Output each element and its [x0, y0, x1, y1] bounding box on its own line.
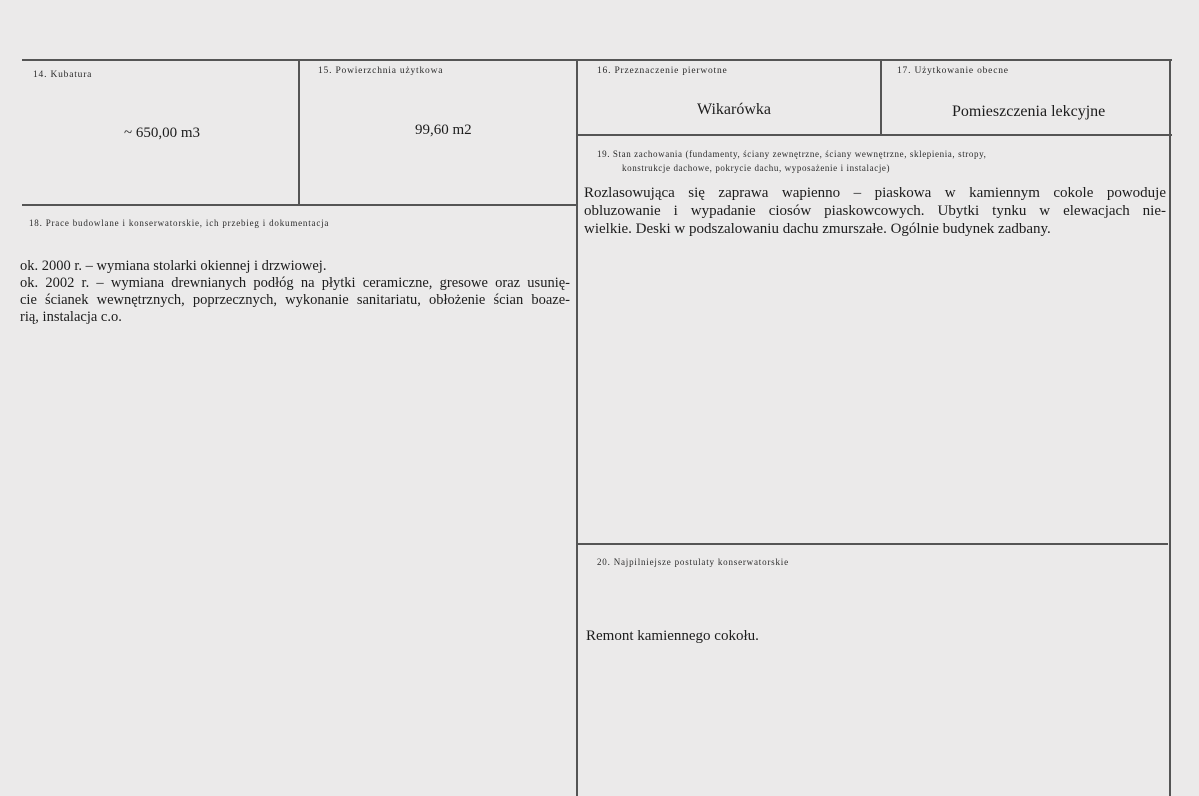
field-16-label: 16. Przeznaczenie pierwotne [597, 66, 728, 76]
divider-16-17 [880, 59, 882, 135]
rule-under-16-17 [578, 134, 1172, 136]
field-14-value: ~ 650,00 m3 [124, 125, 201, 141]
right-border [1169, 59, 1171, 796]
field-16-value: Wikarówka [697, 101, 771, 118]
field-18-line: ok. 2002 r. – wymiana drewnianych podłóg na płytki ceramiczne, gresowe oraz usunię- [20, 275, 570, 291]
rule-above-20 [578, 543, 1168, 545]
field-19-label-cont: konstrukcje dachowe, pokrycie dachu, wyposażenie i instalacje) [622, 163, 891, 173]
top-rule [22, 59, 1172, 61]
field-19-label: 19. Stan zachowania (fundamenty, ściany zewnętrzne, ściany wewnętrzne, sklepienia, stropy, [597, 149, 987, 159]
field-18-line: rią, instalacja c.o. [20, 309, 122, 325]
field-18-text [20, 258, 570, 326]
field-14-label: 14. Kubatura [33, 70, 93, 80]
field-20-value: Remont kamiennego cokołu. [586, 628, 759, 644]
field-15-value: 99,60 m2 [415, 122, 472, 138]
field-15-label: 15. Powierzchnia użytkowa [318, 66, 444, 76]
field-19-line: wielkie. Deski w podszalowaniu dachu zmurszałe. Ogólnie budynek zadbany. [584, 221, 1051, 237]
divider-14-15 [298, 59, 300, 205]
rule-under-14-15 [22, 204, 578, 206]
field-18-line: cie ścianek wewnętrznych, poprzecznych, wykonanie sanitariatu, obłożenie ścian boaze- [20, 292, 570, 308]
field-20-label: 20. Najpilniejsze postulaty konserwatorskie [597, 557, 789, 567]
field-17-value: Pomieszczenia lekcyjne [952, 103, 1106, 120]
field-18-label: 18. Prace budowlane i konserwatorskie, ich przebieg i dokumentacja [29, 218, 330, 228]
center-divider [576, 59, 578, 796]
field-17-label: 17. Użytkowanie obecne [897, 66, 1009, 76]
field-18-line: ok. 2000 r. – wymiana stolarki okiennej i drzwiowej. [20, 258, 327, 274]
field-19-text [584, 184, 1166, 238]
field-19-line: obluzowanie i wypadanie ciosów piaskowcowych. Ubytki tynku w elewacjach nie- [584, 203, 1166, 219]
field-19-line: Rozlasowująca się zaprawa wapienno – piaskowa w kamiennym cokole powoduje [584, 185, 1166, 201]
